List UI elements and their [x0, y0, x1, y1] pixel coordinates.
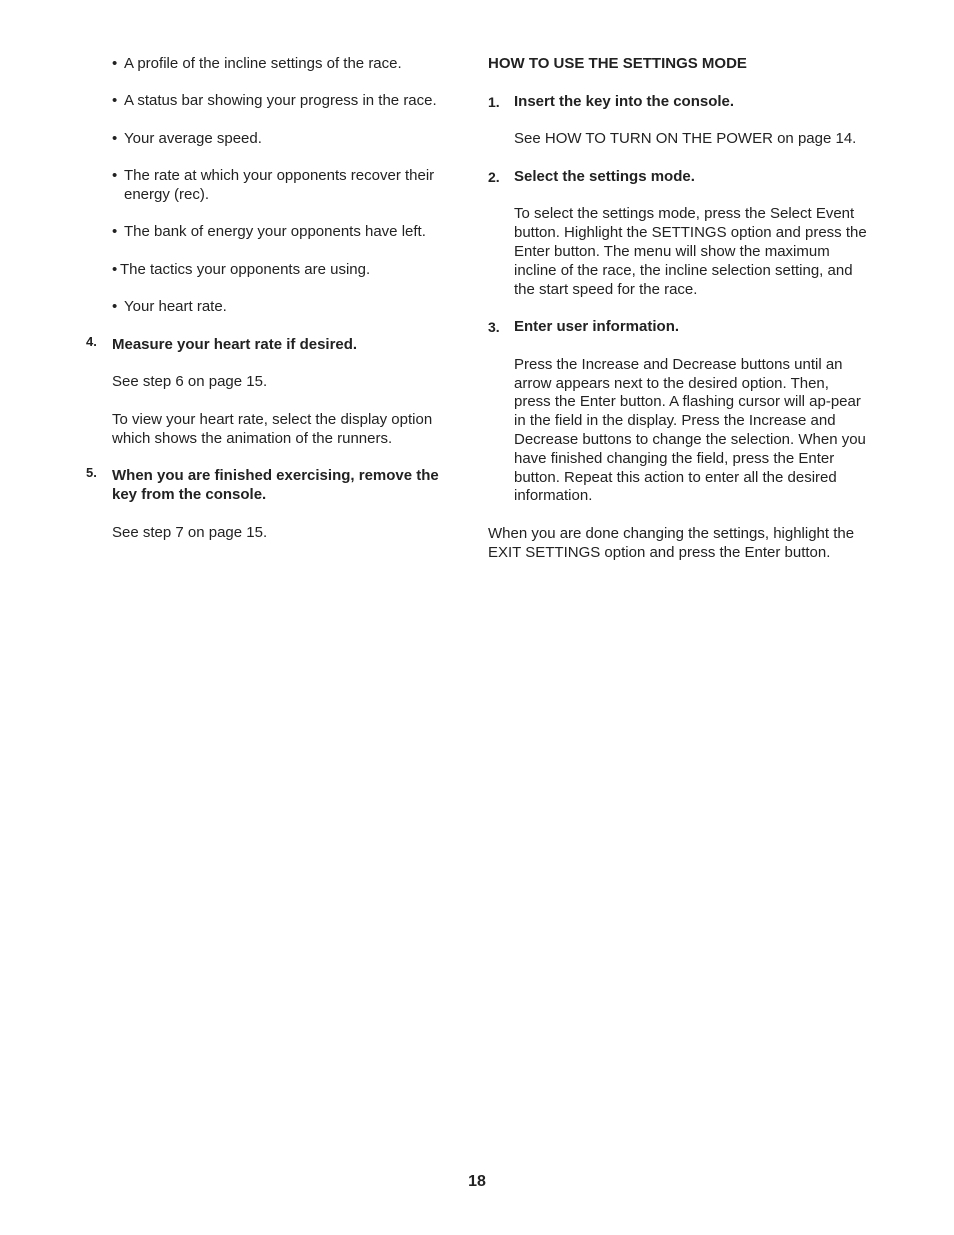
bullet-text: The rate at which your opponents recover their energy (rec).: [124, 167, 435, 203]
section-title: HOW TO USE THE SETTINGS MODE: [488, 55, 747, 72]
step-4: [86, 333, 456, 449]
bullet-symbol: •: [112, 260, 118, 278]
bullet-item: [86, 167, 456, 205]
bullet-text: The tactics your opponents are using.: [120, 260, 371, 278]
step-paragraph: To view your heart rate, select the display option which shows the animation of the runners.: [112, 410, 433, 447]
page-number: 18: [468, 1173, 486, 1190]
bullet-item: [86, 130, 456, 149]
bullet-text: A status bar showing your progress in the race.: [124, 92, 437, 110]
step-number: 3.: [488, 319, 500, 336]
bullet-item: [86, 55, 456, 74]
step-2: [488, 168, 868, 300]
step-number: 5.: [86, 465, 97, 481]
step-number: 4.: [86, 333, 97, 349]
step-number: 2.: [488, 168, 500, 185]
step-paragraph: See step 6 on page 15.: [112, 373, 268, 391]
step-title: Insert the key into the console.: [514, 92, 735, 110]
step-paragraph: To select the settings mode, press the Select Event button. Highlight the SETTINGS option and press the Enter button. The menu will show the maximum incline of the race, the incline selection setting, and the start speed for the race.: [514, 205, 867, 298]
bullet-item: [86, 298, 456, 317]
closing-paragraph: When you are done changing the settings, highlight the EXIT SETTINGS option and press the Enter button.: [488, 524, 855, 561]
bullet-symbol: •: [112, 223, 118, 241]
bullet-text: A profile of the incline settings of the race.: [124, 55, 402, 72]
right-column: [488, 55, 868, 578]
step-paragraph: See step 7 on page 15.: [112, 523, 268, 541]
bullet-item: [86, 261, 456, 280]
step-title: When you are finished exercising, remove the key from the console.: [112, 467, 439, 503]
bullet-symbol: •: [112, 129, 118, 147]
step-paragraph: Press the Increase and Decrease buttons until an arrow appears next to the desired option. Then, press the Enter button. A flashing cursor will ap-pear in the field in the display. Press the Increase and Decrease buttons to change the selection. When you have finished changing the field, press the Enter button. Repeat this action to enter all the desired information.: [514, 355, 866, 505]
step-title: Measure your heart rate if desired.: [112, 335, 358, 353]
bullet-text: The bank of energy your opponents have left.: [124, 223, 426, 241]
step-paragraph: See HOW TO TURN ON THE POWER on page 14.: [514, 130, 857, 148]
bullet-symbol: •: [112, 55, 118, 72]
bullet-text: Your average speed.: [124, 129, 262, 147]
bullet-symbol: •: [112, 167, 118, 185]
step-number: 1.: [488, 93, 500, 110]
bullet-item: [86, 223, 456, 242]
display-info-bullet-list: [86, 55, 456, 317]
step-3: [488, 318, 868, 506]
bullet-symbol: •: [112, 92, 118, 110]
bullet-text: Your heart rate.: [124, 298, 227, 316]
step-title: Select the settings mode.: [514, 167, 695, 185]
left-column: [86, 55, 456, 542]
bullet-item: [86, 92, 456, 111]
step-title: Enter user information.: [514, 318, 680, 336]
step-5: [86, 467, 456, 542]
step-1: [488, 93, 868, 149]
bullet-symbol: •: [112, 298, 118, 316]
